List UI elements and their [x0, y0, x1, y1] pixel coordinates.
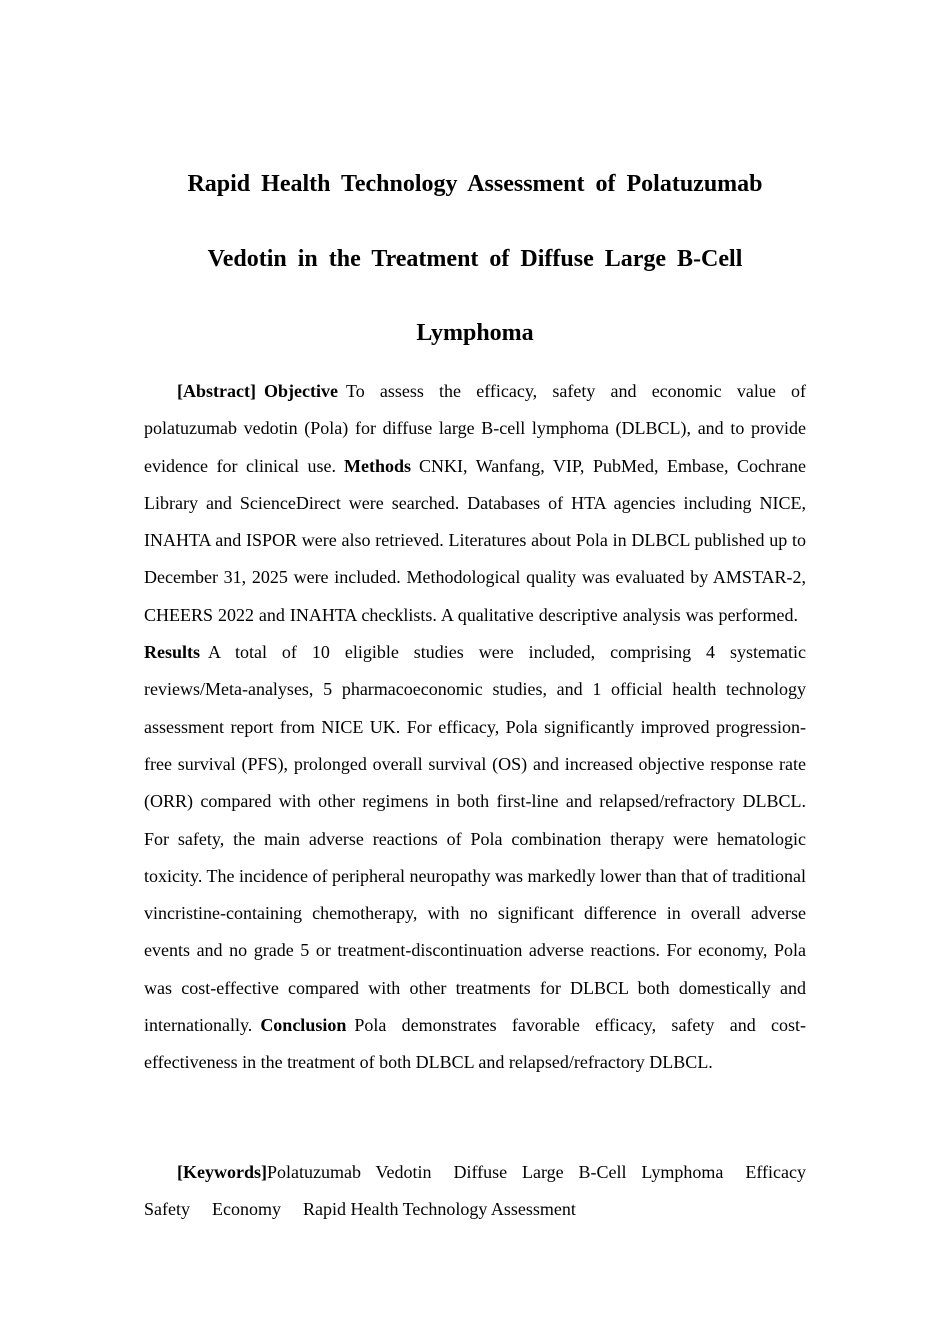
paper-title: [0, 147, 950, 371]
conclusion-text: Pola demonstrates favorable efficacy, safety and cost-effectiveness in the treatment of both DLBCL and relapsed/refractory DLBCL.: [144, 1015, 806, 1073]
title-line-2: Vedotin in the Treatment of Diffuse Large B-Cell: [207, 245, 743, 272]
keywords-paragraph: [144, 1154, 806, 1229]
results-label: Results: [144, 642, 201, 663]
methods-label: Methods: [344, 455, 411, 476]
methods-text: CNKI, Wanfang, VIP, PubMed, Embase, Cochrane Library and ScienceDirect were searched. Databases of HTA agencies including NICE, INAHTA and ISPOR were also retrieved. Literatures about Pola in DLBCL published up to December 31, 2025 were included. Methodological quality was evaluated by AMSTAR-2, CHEERS 2022 and INAHTA checklists. A qualitative descriptive analysis was performed.: [144, 455, 806, 625]
keyword-item: Diffuse Large B-Cell Lymphoma: [453, 1162, 724, 1182]
keyword-item: Economy: [211, 1199, 281, 1220]
abstract-label: [Abstract]: [177, 381, 256, 401]
title-line-3: Lymphoma: [416, 320, 534, 346]
abstract-paragraph: [144, 373, 806, 1082]
keywords-label: [Keywords]: [177, 1162, 267, 1182]
keyword-item: Efficacy: [745, 1162, 806, 1182]
title-line-1: Rapid Health Technology Assessment of Polatuzumab: [187, 171, 763, 197]
results-text: A total of 10 eligible studies were included, comprising 4 systematic reviews/Meta-analyses, 5 pharmacoeconomic studies, and 1 official health technology assessment report from NICE UK. For efficacy, Pola significantly improved progression-free survival (PFS), prolonged overall survival (OS) and increased objective response rate (ORR) compared with other regimens in both first-line and relapsed/refractory DLBCL. For safety, the main adverse reactions of Pola combination therapy were hematologic toxicity. The incidence of peripheral neuropathy was markedly lower than that of traditional vincristine-containing chemotherapy, with no significant difference in overall adverse events and no grade 5 or treatment-discontinuation adverse reactions. For economy, Pola was cost-effective compared with other treatments for DLBCL both domestically and internationally.: [144, 642, 806, 1036]
keyword-item: Rapid Health Technology Assessment: [302, 1199, 576, 1220]
keyword-item: Polatuzumab Vedotin: [266, 1162, 432, 1182]
objective-label: Objective: [263, 381, 338, 401]
keyword-item: Safety: [144, 1199, 190, 1220]
conclusion-label: Conclusion: [260, 1015, 347, 1036]
objective-text: To assess the efficacy, safety and economic value of polatuzumab vedotin (Pola) for diffuse large B-cell lymphoma (DLBCL), and to provide evidence for clinical use.: [144, 381, 806, 476]
